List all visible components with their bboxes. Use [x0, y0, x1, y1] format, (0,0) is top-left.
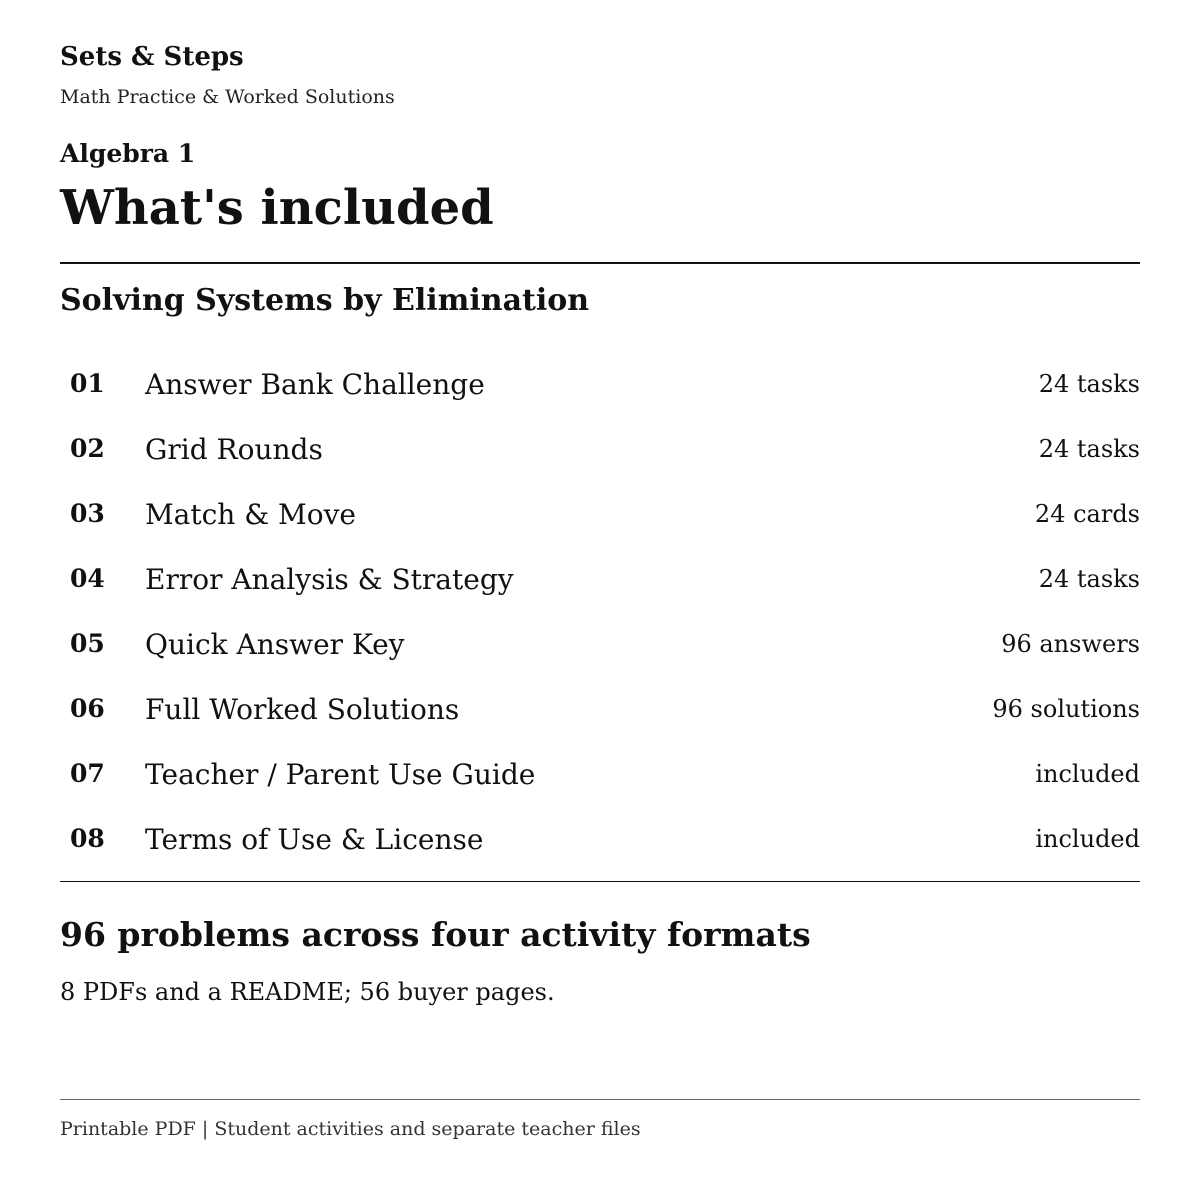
item-label: Grid Rounds: [145, 433, 323, 466]
item-number: 04: [70, 564, 105, 593]
product-page: [60, 0, 1140, 1200]
brand-name: Sets & Steps: [60, 42, 244, 72]
item-count: 24 cards: [1034, 500, 1140, 528]
item-count: included: [1035, 825, 1140, 853]
header-divider: [60, 262, 1140, 264]
contents-item: [60, 612, 1140, 677]
contents-divider: [60, 881, 1140, 882]
item-label: Error Analysis & Strategy: [145, 563, 514, 596]
item-label: Answer Bank Challenge: [145, 368, 485, 401]
item-label: Terms of Use & License: [145, 823, 484, 856]
section-title: Solving Systems by Elimination: [60, 283, 590, 318]
item-number: 01: [70, 369, 105, 398]
item-number: 05: [70, 629, 105, 658]
contents-item: [60, 482, 1140, 547]
summary-detail: 8 PDFs and a README; 56 buyer pages.: [60, 978, 555, 1006]
item-count: included: [1035, 760, 1140, 788]
contents-item: [60, 547, 1140, 612]
contents-item: [60, 677, 1140, 742]
contents-list: [60, 352, 1140, 872]
item-label: Match & Move: [145, 498, 356, 531]
summary-title: 96 problems across four activity formats: [60, 915, 811, 954]
footer-divider: [60, 1099, 1140, 1100]
footer-text: Printable PDF | Student activities and separate teacher files: [60, 1118, 641, 1140]
item-number: 02: [70, 434, 105, 463]
item-count: 24 tasks: [1038, 435, 1140, 463]
item-label: Quick Answer Key: [145, 628, 405, 661]
page-title: What's included: [60, 180, 494, 236]
item-count: 96 solutions: [992, 695, 1140, 723]
item-count: 24 tasks: [1038, 370, 1140, 398]
contents-item: [60, 807, 1140, 872]
contents-item: [60, 417, 1140, 482]
contents-item: [60, 742, 1140, 807]
item-number: 08: [70, 824, 105, 853]
item-label: Full Worked Solutions: [145, 693, 460, 726]
course-label: Algebra 1: [60, 139, 196, 168]
item-number: 07: [70, 759, 105, 788]
contents-item: [60, 352, 1140, 417]
item-count: 96 answers: [1001, 630, 1140, 658]
item-number: 03: [70, 499, 105, 528]
brand-tagline: Math Practice & Worked Solutions: [60, 86, 395, 108]
item-count: 24 tasks: [1038, 565, 1140, 593]
item-number: 06: [70, 694, 105, 723]
item-label: Teacher / Parent Use Guide: [145, 758, 536, 791]
